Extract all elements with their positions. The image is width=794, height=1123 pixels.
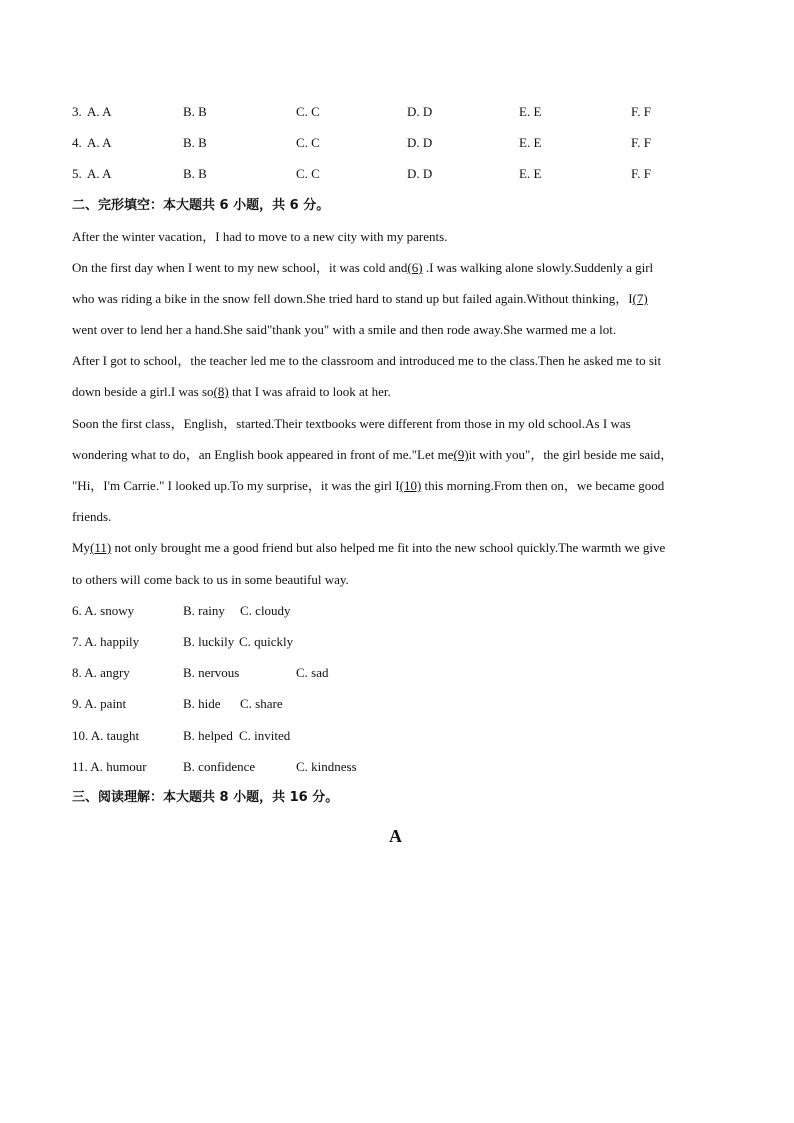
heading-text: 小题，共 (228, 790, 290, 805)
passage-text: .I was walking alone slowly.Suddenly a girl (422, 260, 654, 275)
heading-text: 分。 (307, 790, 339, 805)
option-b: B. B (183, 104, 207, 119)
heading-text: 分。 (298, 198, 330, 213)
passage-line: friends. (72, 509, 112, 524)
passage-line (72, 447, 673, 463)
question-number: 3. (72, 104, 82, 119)
passage-line (72, 260, 653, 276)
passage-line: to others will come back to us in some beautiful way. (72, 572, 349, 587)
option-f: F. F (631, 166, 651, 181)
passage-line (72, 478, 664, 494)
passage-line (72, 291, 648, 307)
option-e: E. E (519, 166, 542, 181)
passage-text: not only brought me a good friend but also helped me fit into the new school quickly.The warmth we give (111, 540, 666, 555)
passage-text: My (72, 540, 91, 555)
option-d: D. D (407, 166, 433, 181)
choice-a: 6. A. snowy (72, 603, 135, 618)
choice-a: 7. A. happily (72, 634, 140, 649)
option-f: F. F (631, 104, 651, 119)
choice-a: 11. A. humour (72, 759, 147, 774)
blank-9: (9) (453, 447, 469, 462)
choice-a: 9. A. paint (72, 696, 127, 711)
choice-a: 8. A. angry (72, 665, 130, 680)
choice-c: C. sad (296, 665, 329, 680)
choice-c: C. kindness (296, 759, 357, 774)
points-total: 16 (289, 790, 308, 805)
option-b: B. B (183, 166, 207, 181)
blank-11: (11) (90, 540, 112, 555)
choice-a: 10. A. taught (72, 728, 140, 743)
choice-c: C. share (240, 696, 283, 711)
points-total: 6 (289, 198, 299, 213)
choice-c: C. cloudy (240, 603, 291, 618)
blank-8: (8) (213, 384, 229, 399)
passage-text: who was riding a bike in the snow fell down.She tried hard to stand up but failed again.Without thinking，I (72, 291, 633, 306)
passage-text: it with you"，the girl beside me said， (468, 447, 674, 462)
passage-line (72, 384, 391, 400)
passage-line (72, 540, 665, 556)
question-count: 6 (219, 198, 229, 213)
section-heading-cloze (72, 198, 329, 214)
choice-c: C. invited (239, 728, 291, 743)
option-d: D. D (407, 104, 433, 119)
option-c: C. C (296, 104, 320, 119)
question-number: 5. (72, 166, 82, 181)
choice-b: B. rainy (183, 603, 225, 618)
section-heading-reading (72, 790, 338, 806)
blank-7: (7) (632, 291, 648, 306)
passage-text: "Hi，I'm Carrie." I looked up.To my surprise，it was the girl I (72, 478, 400, 493)
option-a: A. A (87, 135, 112, 150)
passage-line: After I got to school，the teacher led me to the classroom and introduced me to the class.Then he asked me to sit (72, 353, 662, 368)
passage-line: Soon the first class，English，started.Their textbooks were different from those in my old school.As I was (72, 416, 631, 431)
choice-b: B. helped (183, 728, 233, 743)
blank-10: (10) (399, 478, 422, 493)
choice-b: B. nervous (183, 665, 240, 680)
blank-6: (6) (407, 260, 423, 275)
passage-line: After the winter vacation，I had to move to a new city with my parents. (72, 229, 448, 244)
heading-text: 小题，共 (228, 198, 290, 213)
passage-line: went over to lend her a hand.She said"thank you" with a smile and then rode away.She warmed me a lot. (72, 322, 617, 337)
option-d: D. D (407, 135, 433, 150)
passage-text: this morning.From then on，we became good (421, 478, 665, 493)
option-f: F. F (631, 135, 651, 150)
choice-b: B. hide (183, 696, 221, 711)
heading-text: 二、完形填空：本大题共 (72, 198, 220, 213)
passage-text: wondering what to do，an English book appeared in front of me."Let me (72, 447, 454, 462)
passage-text: that I was afraid to look at her. (228, 384, 391, 399)
option-c: C. C (296, 135, 320, 150)
option-c: C. C (296, 166, 320, 181)
option-e: E. E (519, 135, 542, 150)
option-b: B. B (183, 135, 207, 150)
question-number: 4. (72, 135, 82, 150)
option-e: E. E (519, 104, 542, 119)
choice-b: B. luckily (183, 634, 235, 649)
passage-text: down beside a girl.I was so (72, 384, 214, 399)
passage-text: On the first day when I went to my new school，it was cold and (72, 260, 408, 275)
question-count: 8 (219, 790, 229, 805)
heading-text: 三、阅读理解：本大题共 (72, 790, 220, 805)
choice-c: C. quickly (239, 634, 294, 649)
part-label: A (389, 826, 402, 846)
option-a: A. A (87, 166, 112, 181)
choice-b: B. confidence (183, 759, 256, 774)
option-a: A. A (87, 104, 112, 119)
